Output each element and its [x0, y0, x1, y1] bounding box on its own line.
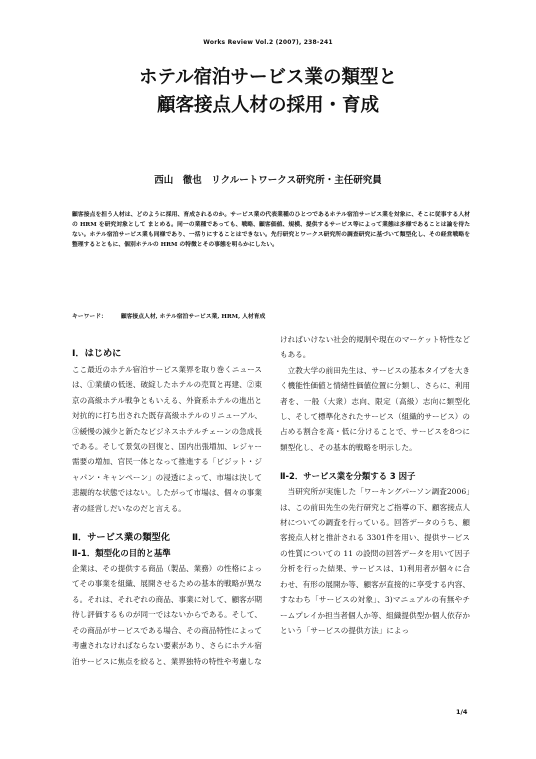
- author-line: 西山 徹也 リクルートワークス研究所・主任研究員: [154, 175, 382, 186]
- section-2-paragraph: 企業は、その提供する商品（製品、業務）の性格によってその事業を組織、展開させるための基本的戦略が異なる。それは、それぞれの商品、事業に対して、顧客が期待し評価するものが同一ではないからである。そして、その商品がサービスである場合、その商品特性によって考慮されなければならない要素があり、さらにホテル宿泊サービスに焦点を絞ると、業界独特の特性や考慮しな: [72, 564, 262, 666]
- subsection-2-2-heading: Ⅱ-2．サービス業を分類する 3 因子: [280, 471, 416, 482]
- survey-paragraph: 当研究所が実施した「ワーキングパーソン調査2006」は、この前田先生の先行研究とご指導の下、顧客接点人材についての調査を行っている。回答データのうち、顧客接点人材と推計される 3301件を用い、提供サービスの性質についての 11 の設問の回答データを用いて因子分析を行った結果、サービスは、1)利用者が個々に合わせ、有形の展開か等、顧客が直接的に享受する内容、すなわち「サービスの対象」、3)マニュアルの有無やチームプレイか担当者個人か等、組織提供型か個人依存かという「サービスの提供方法」によっ: [280, 487, 470, 635]
- journal-header: Works Review Vol.2 (2007), 238-241: [203, 39, 333, 46]
- section-1-paragraph: ここ最近のホテル宿泊サービス業界を取り巻くニュースは、①業績の低迷、破綻したホテルの売買と再建、②東京の高級ホテル戦争ともいえる、外資系ホテルの進出と対抗的に打ち出された既存高級ホテルのリニューアル、③緩慢の減少と新たなビジネスホテルチェーンの急成長である。そして景気の回復と、国内出張増加、レジャー需要の増加、官民一体となって推進する「ビジット・ジャパン・キャンペーン」の浸透によって、市場は決して悲観的な状態ではない。したがって市場は、個々の事業者の経営しだいなのだと言える。: [72, 365, 262, 513]
- maeda-paragraph: 立教大学の前田先生は、サービスの基本タイプを大きく機能性価値と情緒性価値位置に分類し、さらに、利用者を、一般（大衆）志向、限定（高級）志向に類型化し、そして標準化されたサービス（組織的サービス）の占める割合を高・低に分けることで、サービスを8つに類型化し、その基本的戦略を明示した。: [280, 365, 470, 452]
- keywords-label: キーワード：: [72, 314, 107, 320]
- keywords-text: 顧客接点人材, ホテル宿泊サービス業, HRM, 人材育成: [120, 314, 266, 320]
- left-column: [72, 346, 262, 669]
- abstract: 顧客接点を担う人材は、どのように採用、育成されるのか。サービス業の代表業種のひとつであるホテル宿泊サービス業を対象に、そこに従事する人材の HRM を研究対象として まとめる。同一の業種であっても、戦略、顧客価値、規模、提供するサービス等によって業態は多様であることは論を待たない。ホテル宿泊サービス業も同様であり、一括りにすることはできない。先行研究とワークス研究所の調査研究に基づいて類型化し、その経営戦略を整理するとともに、個別ホテルの HRM の特徴とその事態を明らかにしたい。: [72, 212, 470, 248]
- page-number: 1/4: [456, 708, 468, 716]
- paper-title: [0, 64, 536, 120]
- section-2-heading: Ⅱ．サービス業の類型化: [72, 532, 170, 544]
- keywords: [72, 311, 470, 320]
- right-column: [280, 332, 470, 638]
- subsection-2-1-heading: Ⅱ-1．類型化の目的と基準: [72, 548, 171, 559]
- continued-paragraph: ければいけない社会的規制や現在のマーケット特性などもある。: [280, 335, 470, 360]
- section-1-heading: Ⅰ．はじめに: [72, 348, 122, 359]
- title-line-1: ホテル宿泊サービス業の類型と: [138, 67, 398, 88]
- title-line-2: 顧客接点人材の採用・育成: [156, 95, 379, 116]
